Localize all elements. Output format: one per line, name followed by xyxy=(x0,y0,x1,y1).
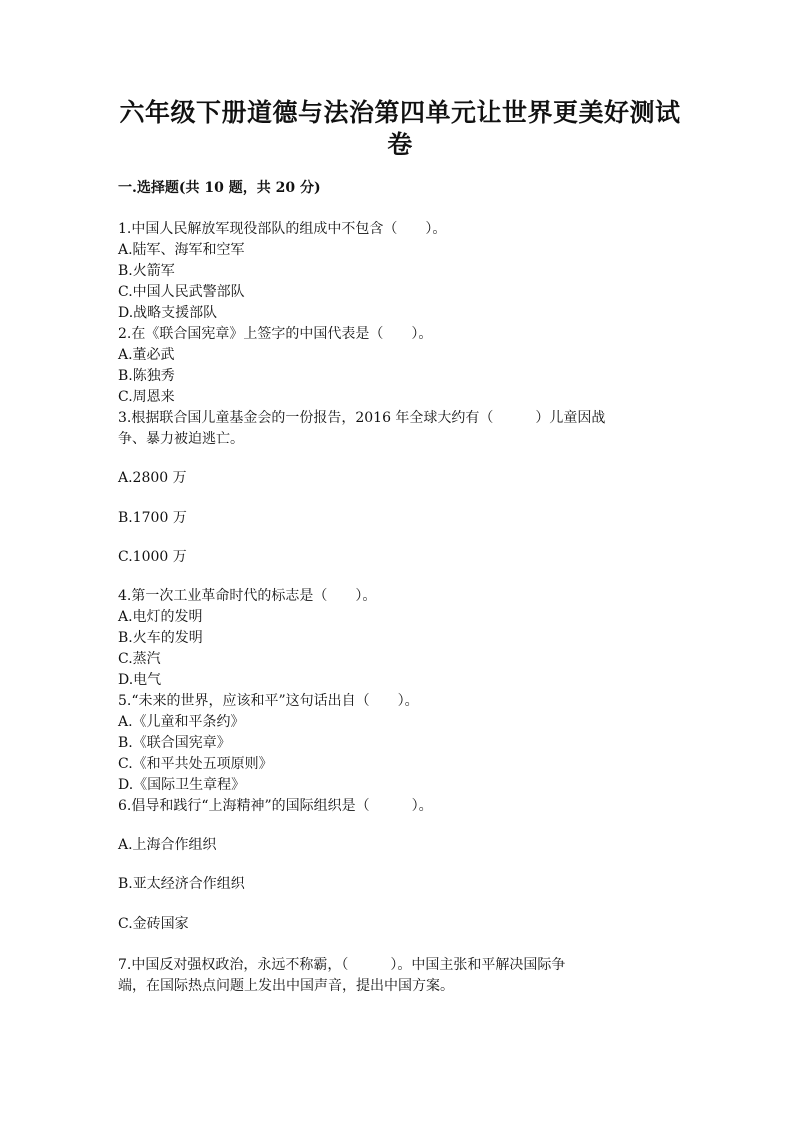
question-2-option-a: A.董必武 xyxy=(118,347,175,363)
question-6-option-c: C.金砖国家 xyxy=(118,916,189,932)
question-5-option-c: C.《和平共处五项原则》 xyxy=(118,756,273,772)
question-6-option-a: A.上海合作组织 xyxy=(118,837,217,853)
question-4-option-b: B.火车的发明 xyxy=(118,630,203,646)
question-2-option-c: C.周恩来 xyxy=(118,389,175,405)
question-5-option-d: D.《国际卫生章程》 xyxy=(118,777,246,793)
document-title xyxy=(100,97,700,161)
question-3-stem-line-1: 3.根据联合国儿童基金会的一份报告，2016 年全球大约有（ ）儿童因战 xyxy=(118,410,606,426)
question-1-option-a: A.陆军、海军和空军 xyxy=(118,242,245,258)
question-4-option-a: A.电灯的发明 xyxy=(118,609,203,625)
question-5-stem: 5.“未来的世界，应该和平”这句话出自（ ）。 xyxy=(118,693,419,709)
question-6-option-b: B.亚太经济合作组织 xyxy=(118,876,245,892)
question-2-option-b: B.陈独秀 xyxy=(118,368,175,384)
question-3-stem-line-2: 争、暴力被迫逃亡。 xyxy=(118,431,244,447)
question-7-stem-line-1: 7.中国反对强权政治，永远不称霸，（ ）。中国主张和平解决国际争 xyxy=(118,957,566,973)
title-line-2: 卷 xyxy=(387,130,413,159)
question-3-option-b: B.1700 万 xyxy=(118,510,187,526)
question-1-option-d: D.战略支援部队 xyxy=(118,305,218,321)
question-4-option-d: D.电气 xyxy=(118,672,162,688)
question-5-option-b: B.《联合国宪章》 xyxy=(118,735,231,751)
question-6-stem: 6.倡导和践行“上海精神”的国际组织是（ ）。 xyxy=(118,798,433,814)
question-1-option-b: B.火箭军 xyxy=(118,263,175,279)
question-3-option-a: A.2800 万 xyxy=(118,470,187,486)
title-line-1: 六年级下册道德与法治第四单元让世界更美好测试 xyxy=(119,98,681,127)
question-5-option-a: A.《儿童和平条约》 xyxy=(118,714,245,730)
section-heading: 一.选择题(共 10 题，共 20 分) xyxy=(118,180,321,196)
question-1-stem: 1.中国人民解放军现役部队的组成中不包含（ ）。 xyxy=(118,221,447,237)
question-4-stem: 4.第一次工业革命时代的标志是（ ）。 xyxy=(118,588,377,604)
question-2-stem: 2.在《联合国宪章》上签字的中国代表是（ ）。 xyxy=(118,326,433,342)
question-7-stem-line-2: 端，在国际热点问题上发出中国声音，提出中国方案。 xyxy=(118,978,454,994)
question-3-option-c: C.1000 万 xyxy=(118,549,187,565)
question-1-option-c: C.中国人民武警部队 xyxy=(118,284,245,300)
question-4-option-c: C.蒸汽 xyxy=(118,651,161,667)
